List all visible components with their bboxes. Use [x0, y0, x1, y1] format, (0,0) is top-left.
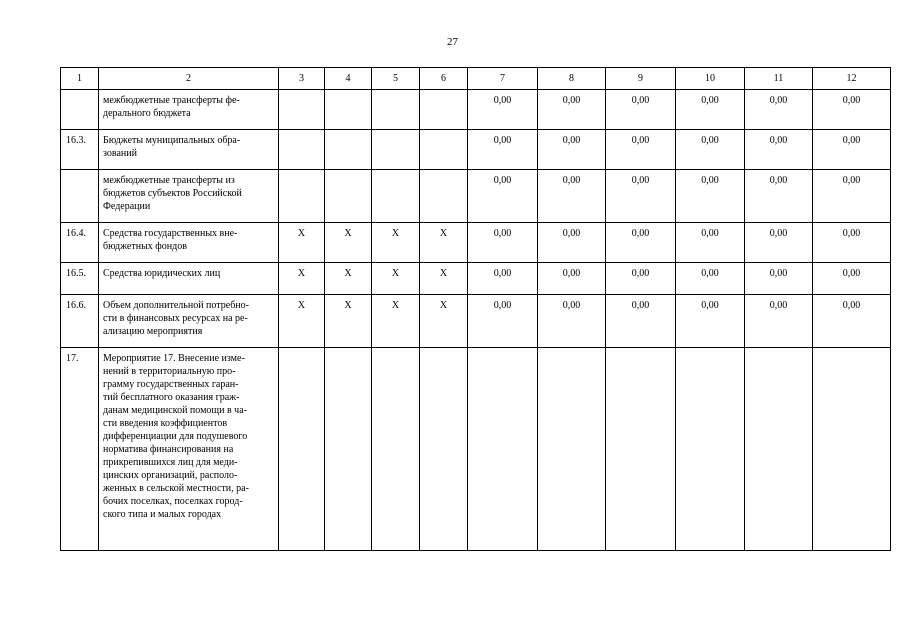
table-row: [61, 130, 891, 170]
value-cell: 0,00: [606, 90, 676, 130]
value-cell: [813, 348, 891, 551]
row-description-cell: Средства государственных вне- бюджетных фондов: [99, 223, 279, 263]
table-row: [61, 90, 891, 130]
header-cell: 12: [813, 68, 891, 90]
mark-cell: [279, 170, 325, 223]
mark-cell: X: [279, 263, 325, 295]
row-number-cell: [61, 90, 99, 130]
value-cell: 0,00: [676, 295, 745, 348]
mark-cell: [325, 130, 372, 170]
value-cell: 0,00: [813, 263, 891, 295]
header-cell: 4: [325, 68, 372, 90]
row-number-cell: 16.6.: [61, 295, 99, 348]
mark-cell: X: [420, 295, 468, 348]
header-cell: 7: [468, 68, 538, 90]
value-cell: 0,00: [745, 223, 813, 263]
mark-cell: X: [279, 295, 325, 348]
header-cell: 10: [676, 68, 745, 90]
mark-cell: X: [372, 295, 420, 348]
value-cell: 0,00: [745, 295, 813, 348]
value-cell: 0,00: [745, 90, 813, 130]
row-number-cell: 16.5.: [61, 263, 99, 295]
row-description-cell: межбюджетные трансферты из бюджетов субъектов Российской Федерации: [99, 170, 279, 223]
mark-cell: [420, 348, 468, 551]
row-number-cell: 17.: [61, 348, 99, 551]
column-number-row: [61, 68, 891, 90]
mark-cell: [279, 130, 325, 170]
value-cell: 0,00: [468, 263, 538, 295]
mark-cell: [325, 348, 372, 551]
value-cell: 0,00: [606, 130, 676, 170]
row-description-cell: Средства юридических лиц: [99, 263, 279, 295]
value-cell: 0,00: [538, 130, 606, 170]
mark-cell: [325, 170, 372, 223]
mark-cell: X: [372, 263, 420, 295]
mark-cell: X: [325, 223, 372, 263]
value-cell: 0,00: [606, 263, 676, 295]
value-cell: 0,00: [468, 130, 538, 170]
value-cell: 0,00: [813, 90, 891, 130]
budget-table: [60, 67, 891, 551]
header-cell: 1: [61, 68, 99, 90]
row-description-cell: межбюджетные трансферты фе- дерального бюджета: [99, 90, 279, 130]
table-row: [61, 295, 891, 348]
table-row: [61, 348, 891, 551]
value-cell: 0,00: [813, 170, 891, 223]
mark-cell: X: [325, 295, 372, 348]
mark-cell: [325, 90, 372, 130]
header-cell: 6: [420, 68, 468, 90]
mark-cell: [372, 170, 420, 223]
header-cell: 11: [745, 68, 813, 90]
row-description-cell: Мероприятие 17. Внесение изме- нений в территориальную про- грамму государственных гаран- тий бесплатного оказания граж- данам медицинской помощи в ча- сти введения коэффициентов дифференциации для подушевого норматива финансирования на прикрепившихся лиц для меди- цинских организаций, располо- женных в сельской местности, ра- бочих поселках, поселках город- ского типа и малых городах: [99, 348, 279, 551]
mark-cell: X: [420, 263, 468, 295]
value-cell: [606, 348, 676, 551]
value-cell: 0,00: [676, 223, 745, 263]
header-cell: 9: [606, 68, 676, 90]
mark-cell: [420, 90, 468, 130]
mark-cell: X: [325, 263, 372, 295]
table-row: [61, 223, 891, 263]
row-number-cell: 16.4.: [61, 223, 99, 263]
value-cell: 0,00: [538, 223, 606, 263]
value-cell: [538, 348, 606, 551]
table-row: [61, 263, 891, 295]
value-cell: 0,00: [813, 295, 891, 348]
value-cell: 0,00: [676, 263, 745, 295]
mark-cell: [279, 90, 325, 130]
value-cell: [676, 348, 745, 551]
mark-cell: [372, 90, 420, 130]
value-cell: 0,00: [468, 90, 538, 130]
value-cell: 0,00: [813, 130, 891, 170]
value-cell: [745, 348, 813, 551]
value-cell: 0,00: [606, 170, 676, 223]
value-cell: 0,00: [468, 295, 538, 348]
value-cell: 0,00: [538, 170, 606, 223]
mark-cell: X: [420, 223, 468, 263]
value-cell: 0,00: [813, 223, 891, 263]
value-cell: 0,00: [745, 170, 813, 223]
header-cell: 5: [372, 68, 420, 90]
row-number-cell: 16.3.: [61, 130, 99, 170]
header-cell: 8: [538, 68, 606, 90]
row-description-cell: Объем дополнительной потребно- сти в финансовых ресурсах на ре- ализацию мероприятия: [99, 295, 279, 348]
mark-cell: [420, 170, 468, 223]
page-number: 27: [447, 36, 458, 48]
mark-cell: X: [372, 223, 420, 263]
value-cell: 0,00: [606, 223, 676, 263]
mark-cell: [420, 130, 468, 170]
header-cell: 3: [279, 68, 325, 90]
value-cell: 0,00: [676, 90, 745, 130]
mark-cell: X: [279, 223, 325, 263]
value-cell: 0,00: [745, 263, 813, 295]
value-cell: 0,00: [538, 90, 606, 130]
value-cell: 0,00: [538, 295, 606, 348]
header-cell: 2: [99, 68, 279, 90]
value-cell: 0,00: [676, 170, 745, 223]
row-description-cell: Бюджеты муниципальных обра- зований: [99, 130, 279, 170]
value-cell: [468, 348, 538, 551]
mark-cell: [372, 130, 420, 170]
value-cell: 0,00: [745, 130, 813, 170]
table-row: [61, 170, 891, 223]
value-cell: 0,00: [538, 263, 606, 295]
value-cell: 0,00: [676, 130, 745, 170]
value-cell: 0,00: [468, 223, 538, 263]
value-cell: 0,00: [468, 170, 538, 223]
value-cell: 0,00: [606, 295, 676, 348]
row-number-cell: [61, 170, 99, 223]
mark-cell: [372, 348, 420, 551]
mark-cell: [279, 348, 325, 551]
